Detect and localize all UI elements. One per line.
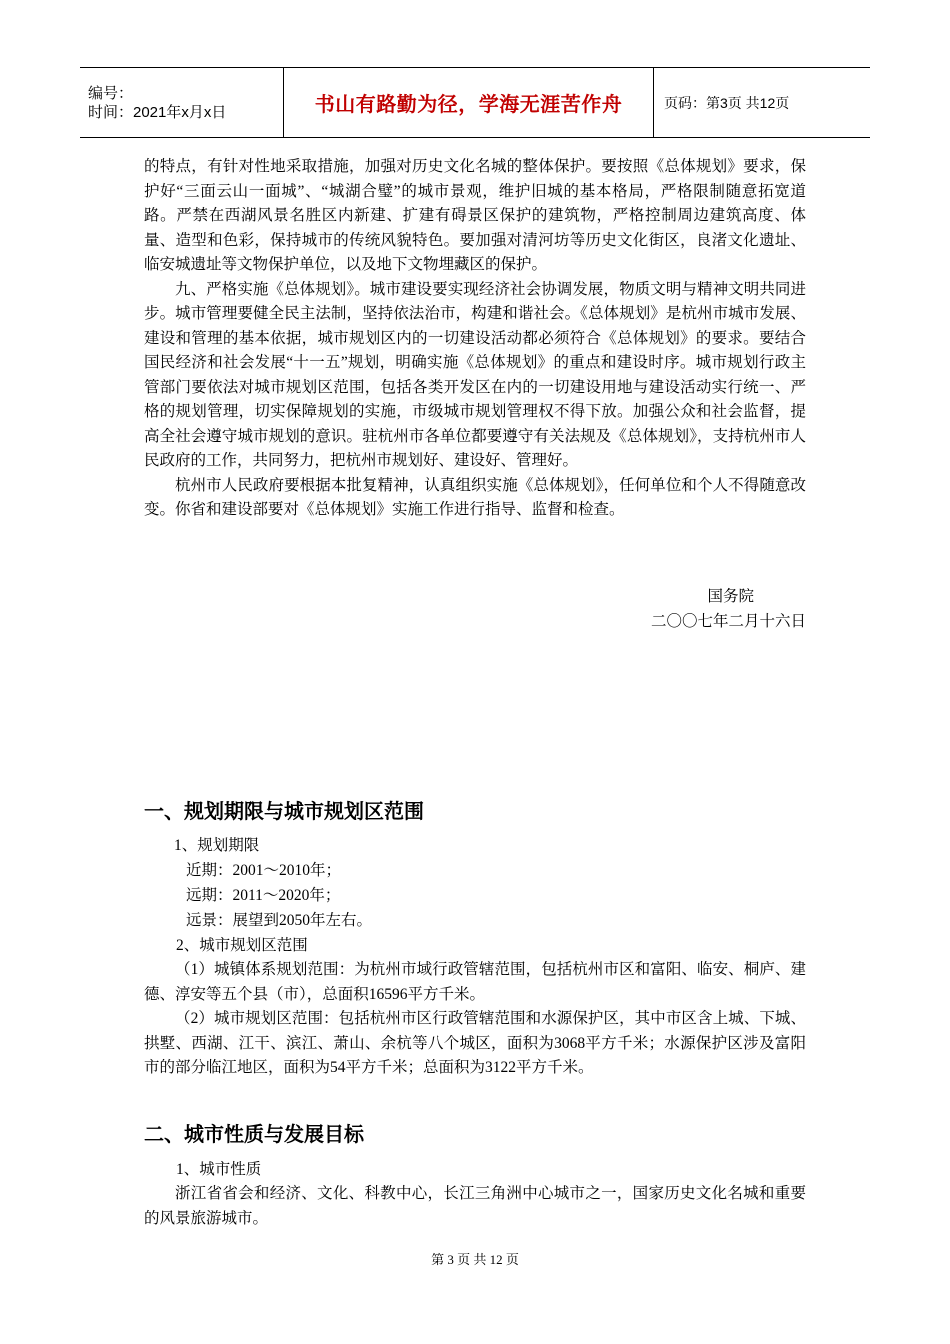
section-1-sub-2: 2、城市规划区范围	[176, 937, 308, 954]
page-footer: 第 3 页 共 12 页	[431, 1252, 519, 1267]
page-header	[80, 67, 870, 138]
section-1-title: 一、规划期限与城市规划区范围	[144, 799, 424, 823]
approval-paragraph-3: 杭州市人民政府要根据本批复精神，认真组织实施《总体规划》，任何单位和个人不得随意改变。你省和建设部要对《总体规划》实施工作进行指导、监督和检查。	[144, 476, 806, 518]
approval-text	[144, 155, 806, 523]
section-2-sub-1: 1、城市性质	[176, 1161, 262, 1178]
approval-paragraph-2: 九、严格实施《总体规划》。城市建设要实现经济社会协调发展，物质文明与精神文明共同进步。城市管理要健全民主法制，坚持依法治市，构建和谐社会。《总体规划》是杭州市城市发展、建设和管理的基本依据，城市规划区内的一切建设活动都必须符合《总体规划》的要求。要结合国民经济和社会发展“十一五”规划，明确实施《总体规划》的重点和建设时序。城市规划行政主管部门要依法对城市规划区范围，包括各类开发区在内的一切建设用地与建设活动实行统一、严格的规划管理，切实保障规划的实施，市级城市规划管理权不得下放。加强公众和社会监督，提高全社会遵守城市规划的意识。驻杭州市各单位都要遵守有关法规及《总体规划》，支持杭州市人民政府的工作，共同努力，把杭州市规划好、建设好、管理好。	[144, 280, 806, 469]
section-2-title: 二、城市性质与发展目标	[144, 1122, 364, 1146]
approval-paragraph-1: 的特点，有针对性地采取措施，加强对历史文化名城的整体保护。要按照《总体规划》要求，保护好“三面云山一面城”、“城湖合璧”的城市景观，维护旧城的基本格局，严格限制随意拓宽道路。严禁在西湖风景名胜区内新建、扩建有碍景区保护的建筑物，严格控制周边建筑高度、体量、造型和色彩，保持城市的传统风貌特色。要加强对清河坊等历史文化街区，良渚文化遗址、临安城遗址等文物保护单位，以及地下文物埋藏区的保护。	[144, 158, 806, 273]
section-1-sub-1: 1、规划期限	[174, 837, 260, 854]
header-meta	[80, 68, 283, 137]
serial-label: 编号：	[88, 84, 134, 102]
period-far: 远期：2011～2020年；	[186, 887, 341, 904]
header-motto: 书山有路勤为径，学海无涯苦作舟	[283, 68, 654, 137]
city-nature-paragraph: 浙江省省会和经济、文化、科教中心，长江三角洲中心城市之一，国家历史文化名城和重要的风景旅游城市。	[144, 1185, 806, 1227]
date-label: 时间：2021年x月x日	[88, 103, 227, 121]
header-page-info: 页码：第3页 共12页	[664, 94, 790, 111]
scope-paragraph-2: （2）城市规划区范围：包括杭州市区行政管辖范围和水源保护区，其中市区含上城、下城、拱墅、西湖、江干、滨江、萧山、余杭等八个城区，面积为3068平方千米；水源保护区涉及富阳市的部分临江地区，面积为54平方千米；总面积为3122平方千米。	[144, 1010, 806, 1076]
period-vision: 远景：展望到2050年左右。	[186, 912, 373, 929]
section-2-body	[144, 1182, 806, 1231]
period-near: 近期：2001～2010年；	[186, 862, 342, 879]
scope-paragraph-1: （1）城镇体系规划范围：为杭州市域行政管辖范围，包括杭州市区和富阳、临安、桐庐、建德、淳安等五个县（市），总面积16596平方千米。	[144, 961, 806, 1003]
sign-date: 二〇〇七年二月十六日	[650, 613, 806, 630]
section-1-body	[144, 958, 806, 1081]
signer: 国务院	[707, 588, 754, 605]
